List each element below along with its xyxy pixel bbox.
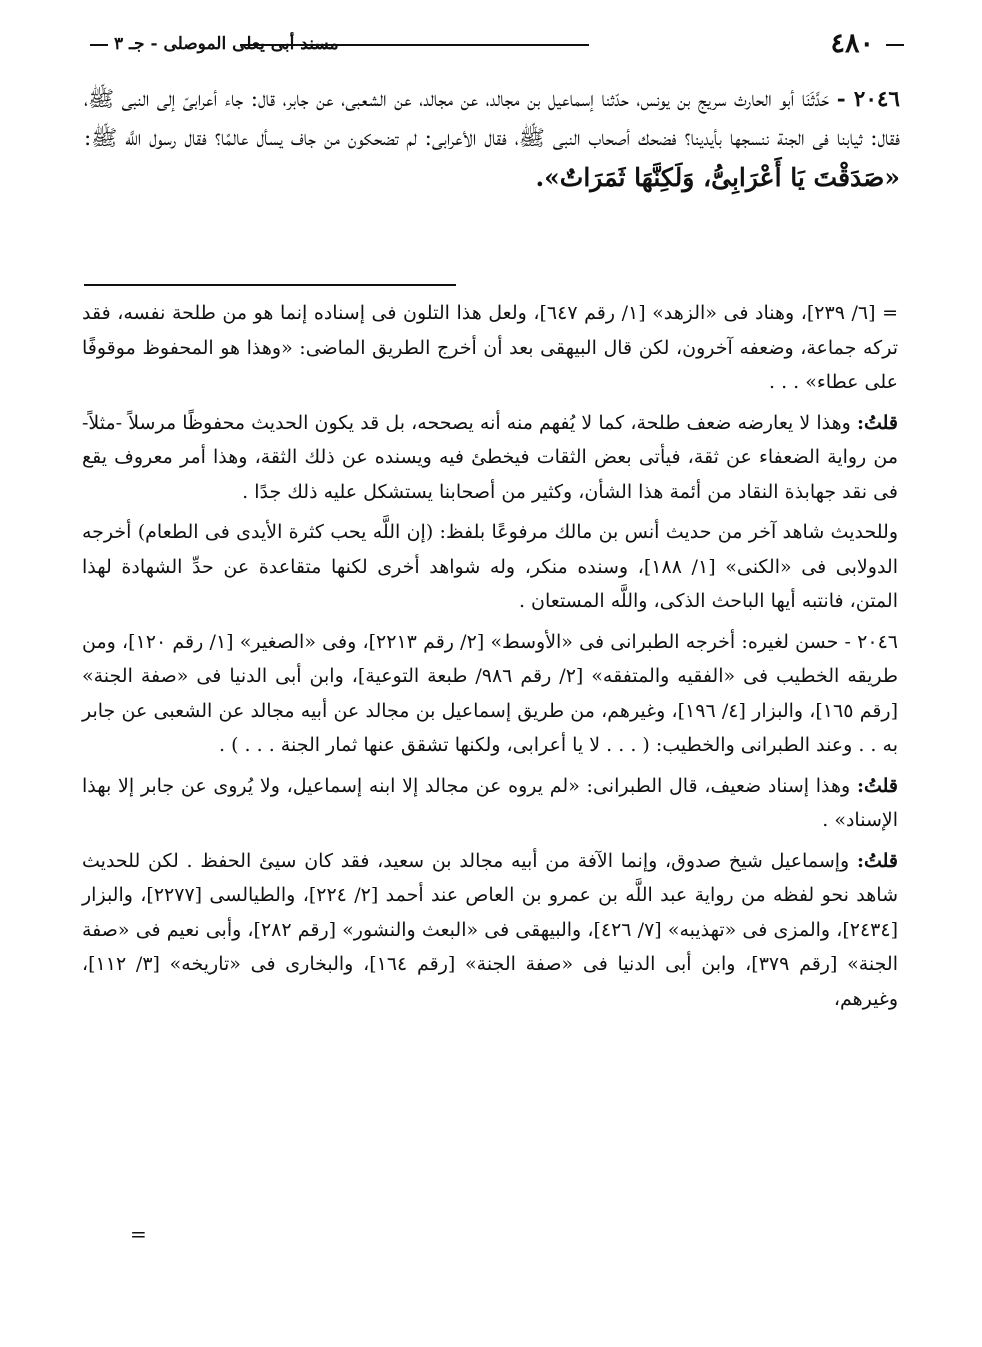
header-rule-left	[90, 44, 108, 46]
footnote-text-6: وإسماعيل شيخ صدوق، وإنما الآفة من أبيه مجالد بن سعيد، فقد كان سيئ الحفظ . لكن للحديث شاهد نحو لفظه من رواية عبد اللَّه بن عمرو بن العاص عند أحمد [٢/ ٢٢٤]، والطيالسى [٢٢٧٧]، والبزار [٢٤٣٤]، والمزى فى «تهذيبه» [٧/ ٤٢٦]، والبيهقى فى «البعث والنشور» [رقم ٢٨٢]، وأبى نعيم فى «صفة الجنة» [رقم ٣٧٩]، وابن أبى الدنيا فى «صفة الجنة» [رقم ١٦٤]، والبخارى فى «تاريخه» [٣/ ١١٢]، وغيرهم،	[82, 849, 899, 1010]
footnote-text-2: وهذا لا يعارضه ضعف طلحة، كما لا يُفهم منه أنه يصححه، بل قد يكون الحديث محفوظًا مرسلاً -مثلاً- من رواية الضعفاء عن ثقة، فيأتى بعض الثقات فيخطئ فيه ويسنده عن ذلك الثقة، وهذا أمر معروف يقع فى نقد جهابذة النقاد من أئمة هذا الشأن، وكثير من أصحابنا يستشكل عليه ذلك جدًا .	[82, 411, 898, 503]
footnote-paragraph-3	[82, 515, 898, 619]
footnote-text-4: ٢٠٤٦ - حسن لغيره: أخرجه الطبرانى فى «الأوسط» [٢/ رقم ٢٢١٣]، وفى «الصغير» [١/ رقم ١٢٠]، ومن طريقه الخطيب فى «الفقيه والمتفقه» [٢/ رقم ٩٨٦/ طبعة التوعية]، وابن أبى الدنيا فى «صفة الجنة» [رقم ١٦٥]، والبزار [٤/ ١٩٦]، وغيرهم، من طريق إسماعيل بن مجالد عن أبيه مجالد عن الشعبى عن جابر به . . وعند الطبرانى والخطيب: ( . . . لا يا أعرابى، ولكنها تشقق عنها ثمار الجنة . . . ) .	[82, 630, 899, 756]
footnote-text-1: [٦/ ٢٣٩]، وهناد فى «الزهد» [١/ رقم ٦٤٧]، ولعل هذا التلون فى إسناده إنما هو من طلحة نفسه، فقد تركه جماعة، وضعفه آخرون، لكن قال البيهقى بعد أن أخرج الطريق الماضى: «وهذا هو المحفوظ موقوفًا على عطاء» . . .	[82, 302, 898, 393]
hadith-text-block	[84, 80, 900, 199]
footnotes-block	[82, 296, 898, 1022]
footnote-paragraph-1	[82, 296, 898, 400]
hadith-body: حَدَّثَنَا أبو الحارث سريج بن يونس، حدّثنا إسماعيل بن مجالد، عن مجالد، عن الشعبى، عن جابر، قال: جاء أعرابىّ إلى النبى ﷺ، فقال: ثيابنا فى الجنة ننسجها بأيدينا؟ فضحك أصحاب النبى ﷺ، فقال الأعرابى: لم تضحكون من جاف يسأل عالمًا؟ فقال رسول اللَّه ﷺ:	[84, 87, 900, 151]
footnote-paragraph-2	[82, 406, 898, 510]
running-header	[90, 26, 904, 62]
footnote-text-5: وهذا إسناد ضعيف، قال الطبرانى: «لم يروه عن مجالد إلا ابنه إسماعيل، ولا يُروى عن جابر إلا بهذا الإسناد» .	[82, 774, 898, 831]
page-number: ٤٨٠	[830, 28, 874, 59]
footnote-lead-5: قلتُ:	[856, 774, 898, 797]
footnote-paragraph-4	[82, 625, 898, 763]
footnote-paragraph-6	[82, 844, 898, 1017]
hadith-quote: «صَدَقْتَ يَا أَعْرَابِىُّ، وَلَكِنَّهَا ثَمَرَاتٌ».	[535, 163, 900, 192]
footnote-text-3: وللحديث شاهد آخر من حديث أنس بن مالك مرفوعًا بلفظ: (إن اللَّه يحب كثرة الأيدى فى الطعام) أخرجه الدولابى فى «الكنى» [١/ ١٨٨]، وسنده منكر، وله شواهد أخرى لكنها متقاعدة عن حدِّ الشهادة لهذا المتن، فانتبه أيها الباحث الذكى، واللَّه المستعان .	[82, 521, 898, 612]
book-title: مسند أبى يعلى الموصلى - جـ ٣	[114, 34, 339, 54]
footnote-paragraph-5	[82, 769, 898, 838]
footnote-end-mark: =	[130, 1222, 147, 1246]
hadith-number: ٢٠٤٦ -	[836, 87, 900, 112]
footnote-lead-2: قلتُ:	[856, 411, 898, 434]
hadith-paragraph	[84, 80, 900, 199]
header-rule-right	[886, 44, 904, 46]
footnote-lead-6: قلتُ:	[856, 849, 898, 872]
continuation-mark: =	[882, 302, 898, 324]
footnote-separator	[84, 284, 456, 286]
